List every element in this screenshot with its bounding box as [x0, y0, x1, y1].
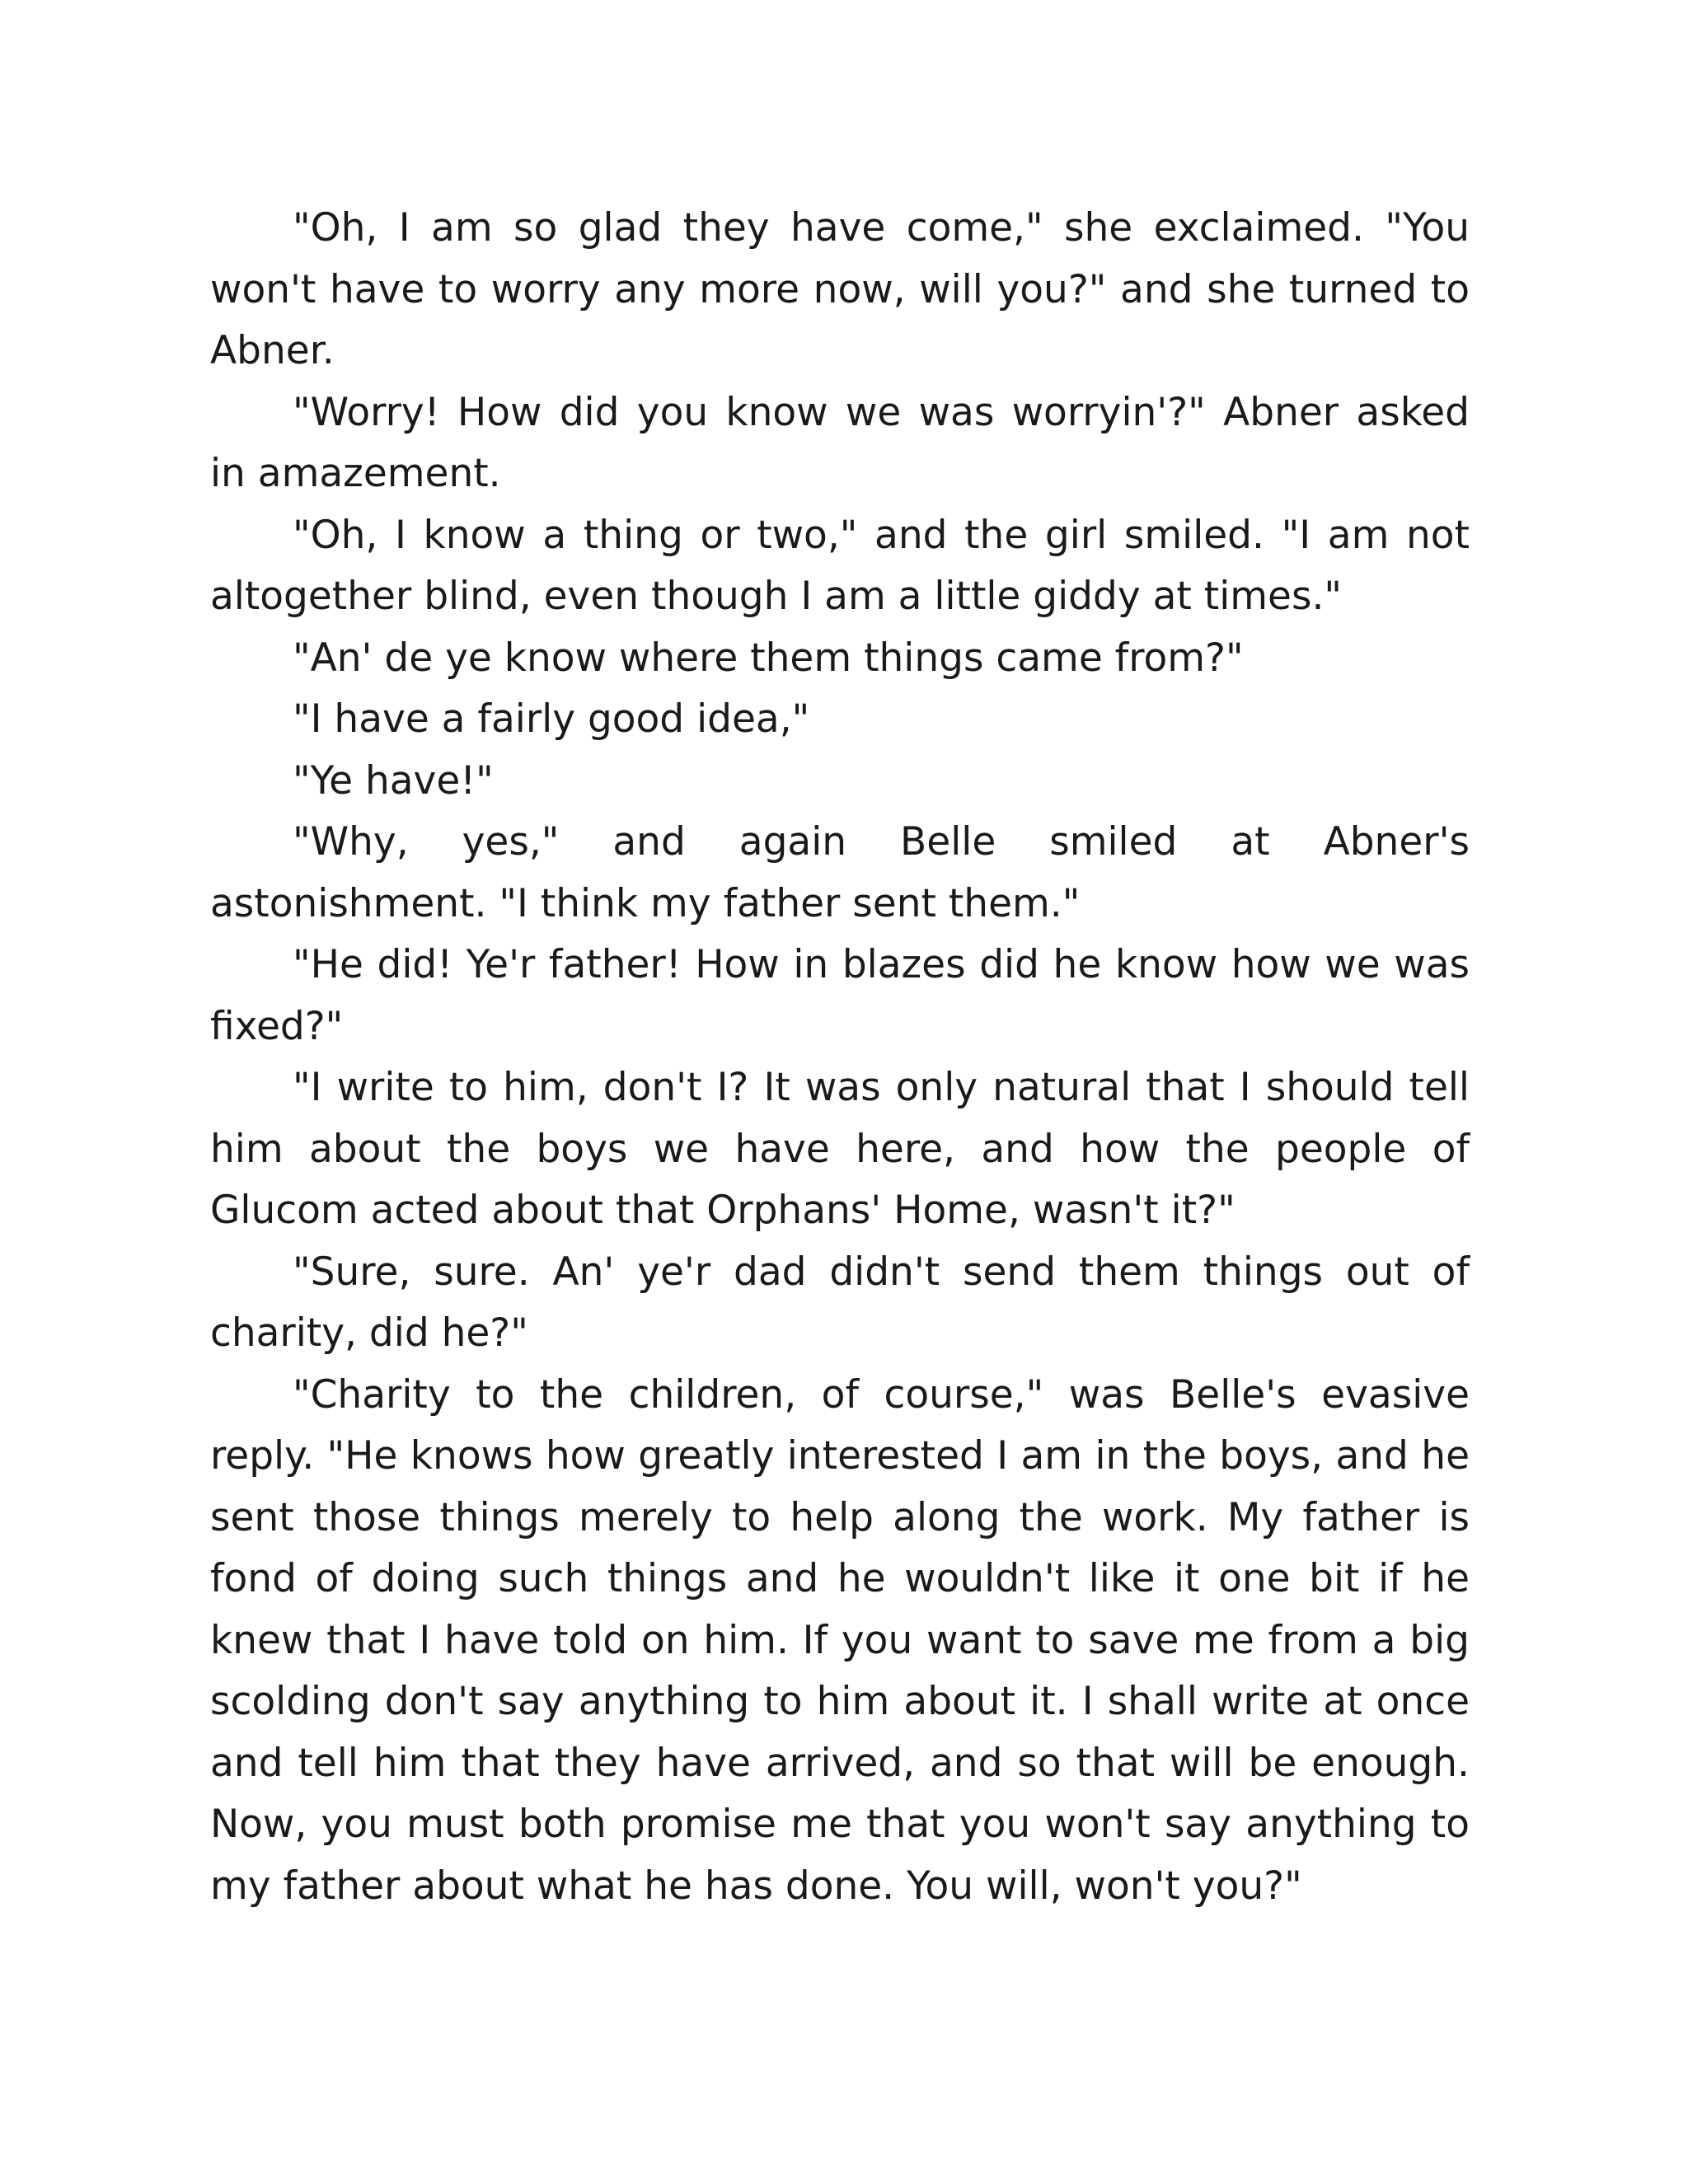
body-text	[210, 198, 1470, 1917]
paragraph: "An' de ye know where them things came from?"	[293, 635, 1244, 681]
paragraph: "Ye have!"	[293, 757, 494, 804]
paragraph: "Oh, I am so glad they have come," she exclaimed. "You won't have to worry any more now, will you?" and she turned to Abner.	[210, 205, 1470, 373]
paragraph: "Oh, I know a thing or two," and the girl smiled. "I am not altogether blind, even though I am a little giddy at times."	[210, 512, 1470, 619]
paragraph: "I have a fairly good idea,"	[293, 696, 810, 742]
paragraph: "He did! Ye'r father! How in blazes did he know how we was fixed?"	[210, 942, 1470, 1049]
paragraph: "Sure, sure. An' ye'r dad didn't send them things out of charity, did he?"	[210, 1249, 1470, 1356]
paragraph: "Charity to the children, of course," was Belle's evasive reply. "He knows how greatly interested I am in the boys, and he sent those things merely to help along the work. My father is fond of doing such things and he wouldn't like it one bit if he knew that I have told on him. If you want to save me from a big scolding don't say anything to him about it. I shall write at once and tell him that they have arrived, and so that will be enough. Now, you must both promise me that you won't say anything to my father about what he has done. You will, won't you?"	[210, 1371, 1470, 1909]
paragraph: "Worry! How did you know we was worryin'?" Abner asked in amazement.	[210, 389, 1470, 496]
paragraph: "I write to him, don't I? It was only natural that I should tell him about the boys we have here, and how the people of Glucom acted about that Orphans' Home, wasn't it?"	[210, 1065, 1470, 1233]
paragraph: "Why, yes," and again Belle smiled at Abner's astonishment. "I think my father sent them."	[210, 819, 1470, 926]
